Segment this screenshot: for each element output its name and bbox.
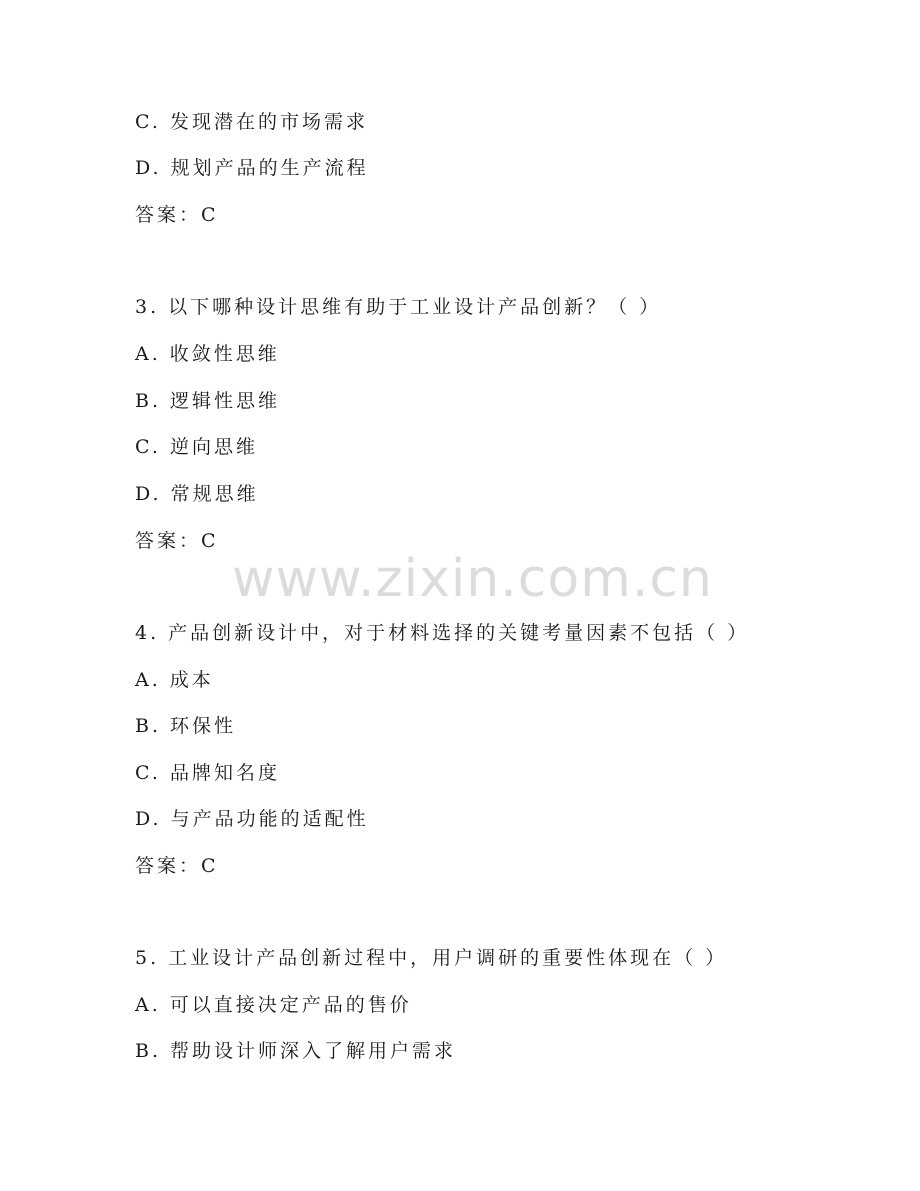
q5-option-b: B. 帮助设计师深入了解用户需求 [135,1040,457,1062]
q2-option-c: C. 发现潜在的市场需求 [135,111,368,133]
q4-option-a: A. 成本 [135,669,214,691]
q4-option-c: C. 品牌知名度 [135,762,280,784]
watermark: www.zixin.com.cn [232,549,713,609]
q4-answer: 答案：C [135,855,219,877]
q3-option-c: C. 逆向思维 [135,436,258,458]
q5-option-a: A. 可以直接决定产品的售价 [135,994,412,1016]
q3-answer: 答案：C [135,530,219,552]
q3-option-d: D. 常规思维 [135,483,259,505]
q2-answer: 答案：C [135,204,219,226]
q3-option-b: B. 逻辑性思维 [135,390,281,412]
q3-question: 3. 以下哪种设计思维有助于工业设计产品创新？（ ） [135,296,662,318]
q4-option-d: D. 与产品功能的适配性 [135,808,369,830]
q3-option-a: A. 收敛性思维 [135,343,280,365]
q4-question: 4. 产品创新设计中，对于材料选择的关键考量因素不包括（ ） [135,622,750,644]
q5-question: 5. 工业设计产品创新过程中，用户调研的重要性体现在（ ） [135,947,728,969]
q2-option-d: D. 规划产品的生产流程 [135,157,369,179]
q4-option-b: B. 环保性 [135,715,237,737]
